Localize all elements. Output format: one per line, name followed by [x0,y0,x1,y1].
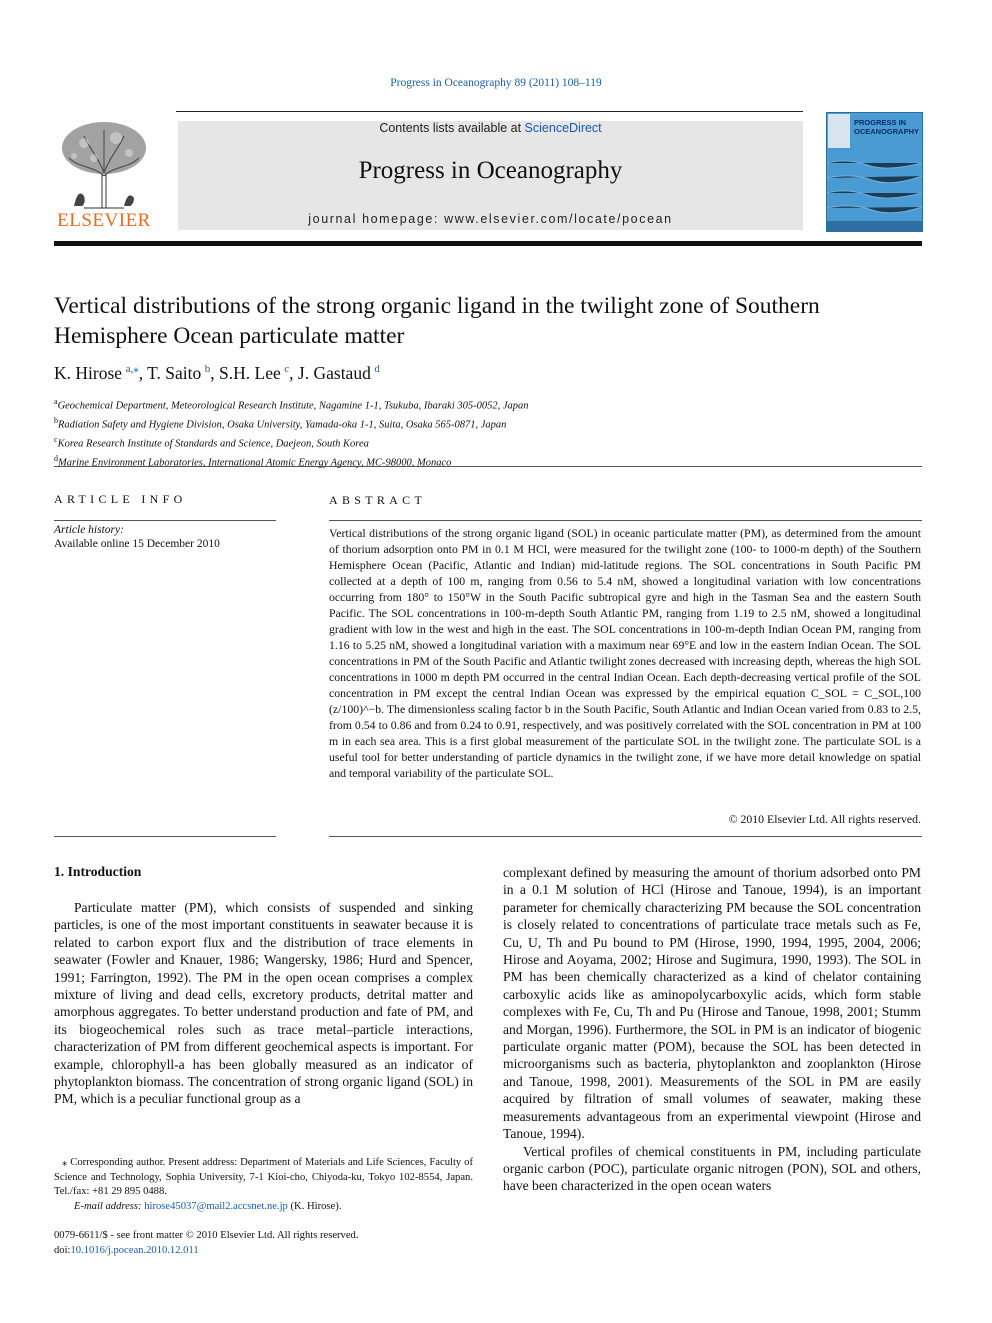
article-history-label: Article history: [54,524,124,536]
article-info-bottom-rule [54,836,276,837]
abstract-copyright: © 2010 Elsevier Ltd. All rights reserved. [728,812,921,826]
author-name: S.H. Lee [219,362,281,383]
body-paragraph: Particulate matter (PM), which consists of suspended and sinking particles, is one of the most important constituents in seawater because it is related to carbon export flux and the distribution of trace elements in seawater (Fowler and Knauer, 1986; Wangersky, 1986; Hurd and Spencer, 1991; Farrington, 1992). The PM in the open ocean comprises a complex mixture of living and dead cells, excretory products, detrital matter and amorphous aggregates. To better understand production and fate of PM, and its biogeochemical roles such as trace metal–particle interactions, characterization of PM from different geochemical aspects is important. For example, chlorophyll-a has been globally measured as an indicator of phytoplankton biomass. The concentration of strong organic ligand (SOL) in PM, which is a peculiar functional group as a [54,900,473,1107]
contents-line [178,121,803,135]
author-affiliation-mark[interactable]: c [284,363,290,375]
cover-title: PROGRESS IN OCEANOGRAPHY [854,118,920,136]
author-affiliation-mark[interactable]: d [374,363,380,375]
title-separator [54,466,922,467]
corresponding-author-footnote [54,1156,473,1214]
corresponding-note: ⁎ Corresponding author. Present address: Department of Materials and Life Sciences, Faculty of Science and Technology, Sophia University, 7-1 Kioi-cho, Chiyoda-ku, Tokyo 102-8554, Japan. Tel./fax: +81 29 895 0488. [54,1157,473,1197]
cover-thumbnail-strip [828,114,850,148]
email-suffix: (K. Hirose). [290,1200,342,1212]
contents-prefix: Contents lists available at [379,121,525,135]
affiliation: $^c$Korea Research Institute of Standards and Science, Daejeon, South Korea [54,435,369,450]
sciencedirect-link[interactable]: ScienceDirect [524,121,602,135]
author-name: T. Saito [147,362,202,383]
affiliation: $^d$Marine Environment Laboratories, International Atomic Energy Agency, MC-98000, Monaco [54,454,452,469]
abstract-bottom-rule [329,836,922,837]
abstract-heading: ABSTRACT [329,493,427,507]
body-right-column [503,864,921,1195]
front-matter [54,1229,359,1258]
article-history-value: Available online 15 December 2010 [54,538,220,550]
email-label: E-mail address: [74,1200,142,1212]
author-affiliation-mark[interactable]: a,⁎ [125,363,139,375]
elsevier-wordmark: ELSEVIER [57,210,151,231]
author-affiliation-mark[interactable]: b [204,363,211,375]
article-info-heading: ARTICLE INFO [54,492,187,506]
email-link[interactable]: hirose45037@mail2.accsnet.ne.jp [144,1200,288,1212]
abstract-rule [329,520,922,521]
journal-homepage[interactable]: journal homepage: www.elsevier.com/locate/pocean [308,212,673,226]
affiliation: $^b$Radiation Safety and Hygiene Division, Osaka University, Yamada-oka 1-1, Suita, Osaka 565-0871, Japan [54,416,507,431]
doi-label: doi: [54,1244,71,1256]
author-name: K. Hirose [54,362,123,383]
affiliation-list [54,395,934,471]
section-heading: 1. Introduction [54,864,142,879]
author-name: J. Gastaud [297,362,371,383]
article-info-rule [54,520,276,521]
doi-link[interactable]: 10.1016/j.pocean.2010.12.011 [70,1244,199,1256]
header-top-rule [176,111,803,112]
author-list: K. Hirose $^{a,⁎}$, T. Saito $^b$, S.H. Lee $^c$, J. Gastaud $^d$ [54,362,380,383]
affiliation: $^a$Geochemical Department, Meteorological Research Institute, Nagamine 1-1, Tsukuba, Ibaraki 305-0052, Japan [54,397,529,412]
issn-line: 0079-6611/$ - see front matter © 2010 Elsevier Ltd. All rights reserved. [54,1230,359,1241]
body-paragraph: complexant defined by measuring the amount of thorium adsorbed onto PM in a 0.1 M solution of HCl (Hirose and Tanoue, 1994), is an important parameter for chemically characterizing PM because the SOL concentration is closely related to concentrations of particulate trace metals such as Fe, Cu, U, Th and Pu bound to PM (Hirose, 1990, 1994, 1995, 2004, 2006; Hirose and Aoyama, 2002; Hirose and Sugimura, 1990, 1993). The SOL in PM has been chemically characterized as a kind of chelator containing carboxylic acids like as aminopolycarboxylic acids, which form stable complexes with Fe, Cu, Th and Pu (Hirose and Tanoue, 1998, 2001; Stumm and Morgan, 1996). Furthermore, the SOL in PM is an indicator of biogenic particulate organic matter (POM), because the SOL has been detected in microorganisms such as bacteria, phytoplankton and zooplankton (Hirose and Tanoue, 1998, 2001). Measurements of the SOL in PM are easily acquired by filtration of small volumes of seawater, making these measurements advantageous from an experimental viewpoint (Hirose and Tanoue, 1994). [503,865,921,1142]
journal-name: Progress in Oceanography [358,157,623,184]
journal-reference[interactable]: Progress in Oceanography 89 (2011) 108–119 [390,77,602,89]
header-bottom-rule [54,241,922,246]
abstract-text: Vertical distributions of the strong organic ligand (SOL) in oceanic particulate matter (PM), as determined from the amount of thorium adsorption onto PM in 0.1 M HCl, were measured for the twilight zone (100- to 1000-m depth) of the Southern Hemisphere Ocean (Pacific, Atlantic and Indian) mid-latitude regions. The SOL concentrations in South Pacific PM collected at a depth of 100 m, ranging from 0.56 to 5.4 nM, showed a longitudinal variation with low concentrations occurring from 180° to 150°W in the South Pacific subtropical gyre and high in the Tasman Sea and the eastern South Pacific. The SOL concentrations in 100-m-depth South Atlantic PM, ranging from 1.19 to 2.5 nM, showed a longitudinal gradient with low in the west and high in the east. The SOL concentrations in 100-m-depth Indian Ocean PM, ranging from 1.16 to 5.25 nM, showed a longitudinal variation with a maximum near 69°E and low in the eastern Indian Ocean. The SOL concentrations in PM of the South Pacific and Atlantic twilight zones decreased with increasing depth, whereas the high SOL concentrations in 1000 m depth PM occurred in the central Indian Ocean. Each depth-decreasing vertical profile of the SOL concentration in PM except the central Indian Ocean was expressed by the empirical equation C_SOL = C_SOL,100 (z/100)^−b. The dimensionless scaling factor b in the South Pacific, South Atlantic and Indian Ocean varied from 0.83 to 2.5, from 0.54 to 0.86 and from 0.24 to 0.91, respectively, and was positively correlated with the SOL concentration in PM at 100 m in each sea area. This is a first global measurement of the particulate SOL in the twilight zone. The particulate SOL is a useful tool for better understanding of particle dynamics in the twilight zone, if we have more detail knowledge on spatial and temporal variability of the particulate SOL. [329,526,921,780]
article-title: Vertical distributions of the strong organic ligand in the twilight zone of Southern Hemisphere Ocean particulate matter [54,293,820,349]
body-paragraph: Vertical profiles of chemical constituents in PM, including particulate organic carbon (POC), particulate organic nitrogen (PON), SOL and others, have been characterized in the open ocean waters [503,1143,921,1194]
